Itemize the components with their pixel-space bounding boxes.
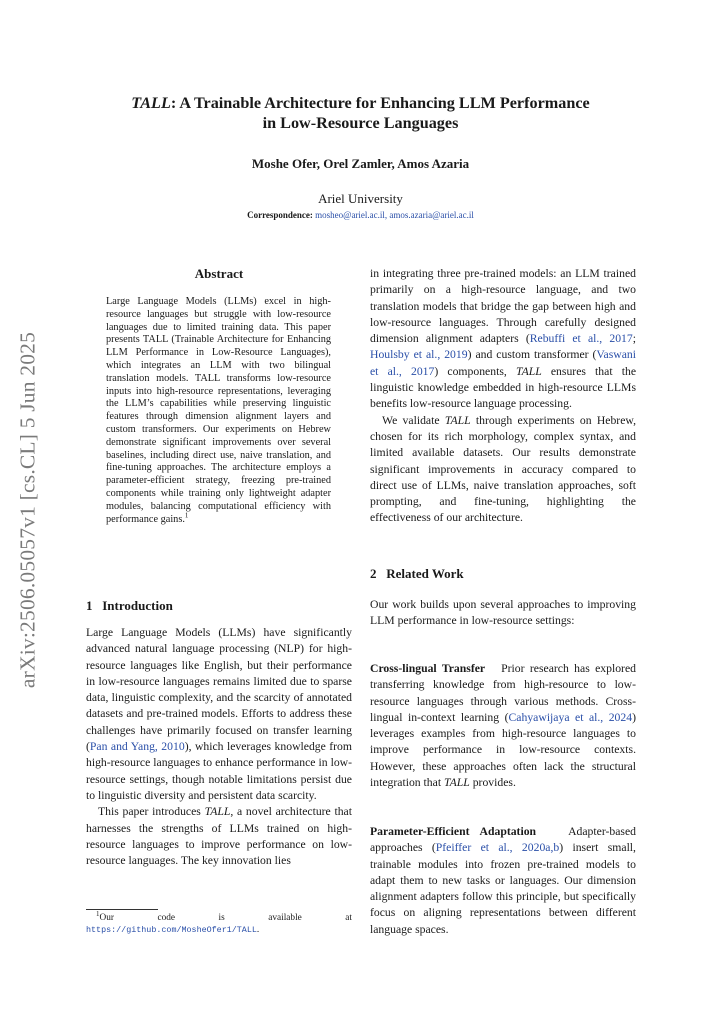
right-sep: ; [632,332,636,346]
correspondence-label: Correspondence: [247,210,313,220]
correspondence-emails[interactable]: mosheo@ariel.ac.il, amos.azaria@ariel.ac.il [315,210,474,220]
cl-a: Prior research has explored transferring knowledge from high-resource to low-resource languages through various methods. Cross-lingual in-context learning ( [370,662,636,724]
pe-b: ) insert small, trainable modules into frozen pre-trained models to adapt them to new tasks or languages. Our dimension alignment adapters follow this principle, but specifically focus on aligning representations between different language spaces. [370,841,636,936]
right-p2-b: through experiments on Hebrew, chosen for its rich morphology, complex syntax, and limited available datasets. Our results demonstrate significant improvements in accuracy compared to direct use of LLMs, naive translation approaches, soft prompting, and fine-tuning, highlighting the effectiveness of our architecture. [370,413,636,525]
related-work-paragraph: Our work builds upon several approaches to improving LLM performance in low-resource settings: [370,598,636,628]
section-number: 2 [370,566,377,581]
citation-pan-yang[interactable]: Pan and Yang, 2010 [89,740,185,754]
section-related-work-heading [370,566,636,582]
section-introduction-heading [86,598,352,614]
section-number: 1 [86,598,93,613]
right-p1-b: ) and custom transformer ( [467,348,597,362]
citation-vaswani[interactable]: Vaswani et al., 2017 [370,348,636,378]
title-tall: TALL [131,94,171,112]
cl-b: ) leverages examples from high-resource languages to improve performance in low-resource contexts. However, these approaches often lack the structural integration that [370,710,636,790]
intro-p2-a: This paper introduces [98,805,205,819]
footnote-mark: 1 [96,909,100,918]
cl-tall: TALL [444,776,470,790]
arxiv-id: arXiv:2506.05057v1 [cs.CL] 5 Jun 2025 [15,331,40,689]
citation-cahyawijaya[interactable]: Cahyawijaya et al., 2024 [508,710,633,724]
parameter-efficient-heading: Parameter-Efficient Adaptation [370,825,537,838]
parameter-efficient-paragraph [370,824,636,938]
cl-c: provides. [469,776,516,790]
right-p1-c: ) components, [434,364,516,378]
paper-title [0,93,721,133]
intro-p2-tall: TALL [204,805,231,819]
abstract-body [106,296,331,526]
citation-pfeiffer[interactable]: Pfeiffer et al., 2020a,b [435,841,560,855]
cross-lingual-paragraph [370,661,636,791]
intro-paragraph-3 [370,266,636,413]
footnote-ref[interactable]: 1 [184,511,189,520]
title-line1: : A Trainable Architecture for Enhancing LLM Performance [170,94,590,112]
intro-paragraph-2 [86,804,352,869]
footnote [86,909,352,936]
right-p1-tall: TALL [515,364,542,378]
intro-paragraph-1 [86,625,352,804]
right-p2-tall: TALL [444,413,471,427]
correspondence [0,210,721,220]
footnote-end: . [256,925,260,935]
intro-p1-end: ), which leverages knowledge from high-resource languages to enhance performance in low-resource settings, though notable limitations persist due to linguistic diversity and persistent data scarcity. [86,740,352,802]
related-work-intro [370,597,636,630]
affiliation: Ariel University [318,191,403,206]
arxiv-sidebar [8,300,48,720]
intro-p2-b: , a novel architecture that harnesses the strengths of LLMs trained on high-resource languages to improve performance on low-resource languages. The key innovation lies [86,805,352,868]
right-p2-a: We validate [382,413,445,427]
section-title: Related Work [386,566,464,581]
abstract-heading: Abstract [194,266,244,281]
title-line2: in Low-Resource Languages [262,114,459,132]
right-column-intro [370,266,636,527]
github-link[interactable]: https://github.com/MosheOfer1/TALL [86,925,257,935]
introduction-body [86,625,352,869]
right-p1-a: in integrating three pre-trained models: an LLM trained primarily on a high-resource language, and two translation models that bridge the gap between high and low-resource languages. Through carefully designed dimension alignment adapters ( [370,267,636,346]
intro-p1-text: Large Language Models (LLMs) have significantly advanced natural language processing (NLP) for high-resource languages like English, but their performance in low-resource languages remains limited due to sparse data, linguistic complexity, and the scarcity of annotated datasets and pre-trained models. Efforts to address these challenges have primarily focused on transfer learning ( [86,626,352,754]
section-title: Introduction [102,598,173,613]
right-p1-d: ensures that the linguistic knowledge embedded in high-resource LLMs benefits low-resource language processing. [370,364,637,411]
pe-a: Adapter-based approaches ( [370,825,636,855]
intro-paragraph-4 [370,413,636,527]
abstract-text: Large Language Models (LLMs) excel in high-resource languages but struggle with low-resource languages due to limited training data. This paper presents TALL (Trainable Architecture for Enhancing LLM Performance in Low-Resource Languages), which integrates an LLM with two bilingual translation models. TALL transforms low-resource inputs into high-resource representations, leveraging the LLM’s capabilities while preserving linguistic features through dimension alignment layers and custom transformers. Our experiments on Hebrew demonstrate significant improvements over several baselines, including direct use, naive translation, and fine-tuning approaches. The architecture employs a parameter-efficient strategy, freezing pre-trained components while training only lightweight adapter modules, balancing computational efficiency with performance gains. [106,296,331,525]
citation-rebuffi[interactable]: Rebuffi et al., 2017 [529,332,633,346]
authors: Moshe Ofer, Orel Zamler, Amos Azaria [251,156,470,171]
footnote-text: Our code is available at [99,913,352,923]
cross-lingual-heading: Cross-lingual Transfer [370,662,486,675]
citation-houlsby[interactable]: Houlsby et al., 2019 [370,348,468,362]
